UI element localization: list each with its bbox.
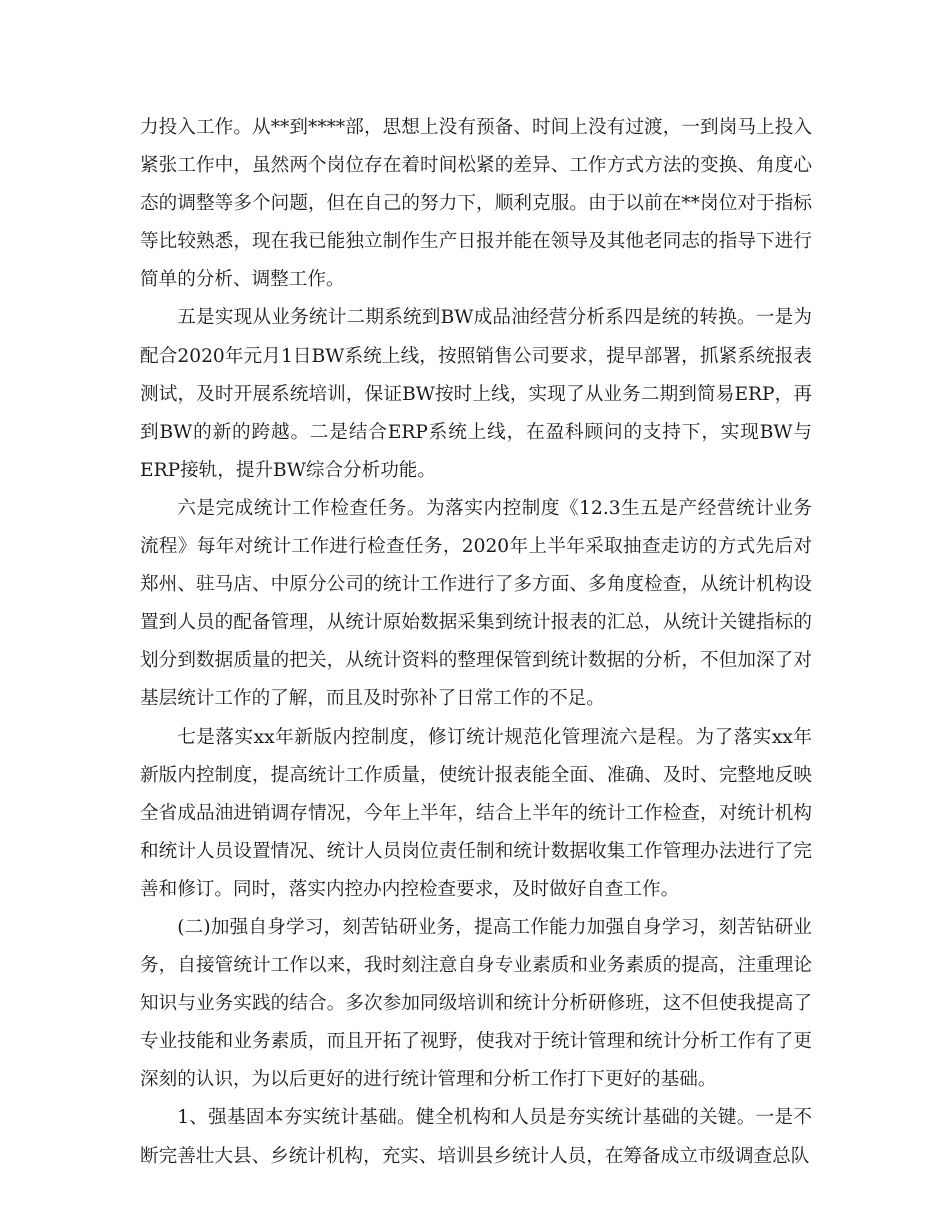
paragraph-section-two: (二)加强自身学习，刻苦钻研业务，提高工作能力加强自身学习，刻苦钻研业务，自接管统计工作以来，我时刻注意自身专业素质和业务素质的提高，注重理论知识与业务实践的结合。多次参加同级培训和统计分析研修班，这不但使我提高了专业技能和业务素质，而且开拓了视野，使我对于统计管理和统计分析工作有了更深刻的认识，为以后更好的进行统计管理和分析工作打下更好的基础。 xyxy=(140,916,812,1091)
paragraph-item-seven: 七是落实xx年新版内控制度，修订统计规范化管理流六是程。为了落实xx年新版内控制度，提高统计工作质量，使统计报表能全面、准确、及时、完整地反映全省成品油进销调存情况，今年上半年，结合上半年的统计工作检查，对统计机构和统计人员设置情况、统计人员岗位责任制和统计数据收集工作管理办法进行了完善和修订。同时，落实内控办内控检查要求，及时做好自查工作。 xyxy=(140,726,812,900)
paragraph-continuation: 力投入工作。从**到****部，思想上没有预备、时间上没有过渡，一到岗马上投入紧张工作中，虽然两个岗位存在着时间松紧的差异、工作方式方法的变换、角度心态的调整等多个问题，但在自己的努力下，顺利克服。由于以前在**岗位对于指标等比较熟悉，现在我已能独立制作生产日报并能在领导及其他老同志的指导下进行简单的分析、调整工作。 xyxy=(140,117,812,291)
paragraph-item-five: 五是实现从业务统计二期系统到BW成品油经营分析系四是统的转换。一是为配合2020年元月1日BW系统上线，按照销售公司要求，提早部署，抓紧系统报表测试，及时开展系统培训，保证BW按时上线，实现了从业务二期到简易ERP，再到BW的新的跨越。二是结合ERP系统上线，在盈科顾问的支持下，实现BW与ERP接轨，提升BW综合分析功能。 xyxy=(140,307,812,481)
document-body xyxy=(140,109,812,1176)
paragraph-point-one: 1、强基固本夯实统计基础。健全机构和人员是夯实统计基础的关键。一是不断完善壮大县、乡统计机构，充实、培训县乡统计人员，在筹备成立市级调查总队 xyxy=(140,1107,812,1167)
paragraph-item-six: 六是完成统计工作检查任务。为落实内控制度《12.3生五是产经营统计业务流程》每年对统计工作进行检查任务，2020年上半年采取抽查走访的方式先后对郑州、驻马店、中原分公司的统计工作进行了多方面、多角度检查，从统计机构设置到人员的配备管理，从统计原始数据采集到统计报表的汇总，从统计关键指标的划分到数据质量的把关，从统计资料的整理保管到统计数据的分析，不但加深了对基层统计工作的了解，而且及时弥补了日常工作的不足。 xyxy=(140,497,812,710)
